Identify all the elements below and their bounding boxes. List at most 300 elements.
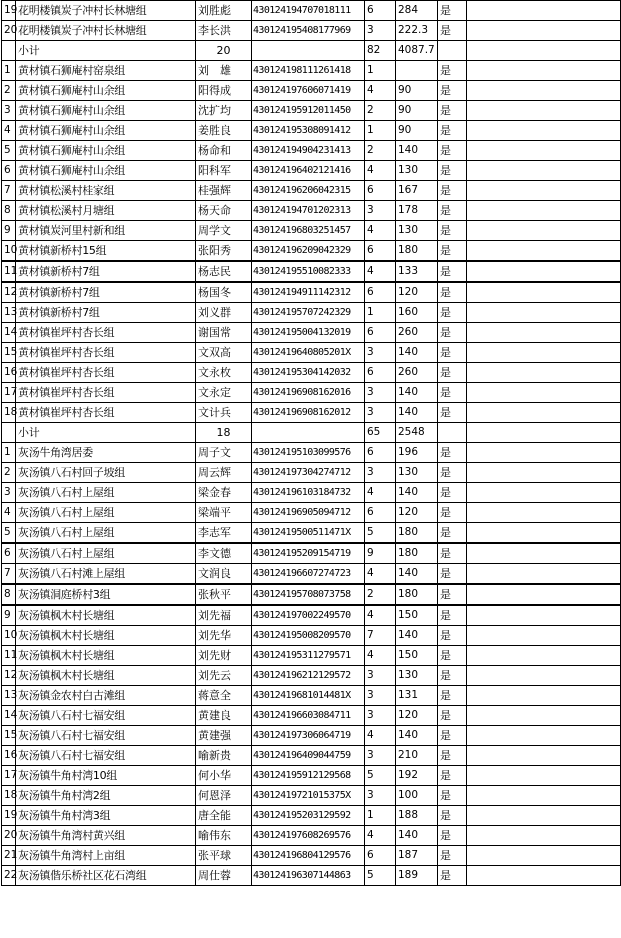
table-row <box>2 726 621 746</box>
area-cell: 140 <box>396 343 438 363</box>
household-size-cell: 4 <box>365 81 396 101</box>
row-number-cell: 19 <box>2 806 16 826</box>
household-size-cell: 6 <box>365 503 396 523</box>
id-number-cell: 430124195209154719 <box>252 543 365 564</box>
name-cell: 刘胜彪 <box>196 1 252 21</box>
table-row <box>2 626 621 646</box>
table-row <box>2 686 621 706</box>
row-number-cell <box>2 423 16 443</box>
blank-cell <box>467 806 621 826</box>
household-size-cell: 3 <box>365 21 396 41</box>
row-number-cell: 16 <box>2 363 16 383</box>
name-cell: 阳科军 <box>196 161 252 181</box>
area-cell: 210 <box>396 746 438 766</box>
household-size-cell: 2 <box>365 584 396 605</box>
name-cell: 20 <box>196 41 252 61</box>
blank-cell <box>467 523 621 544</box>
row-number-cell: 12 <box>2 282 16 303</box>
table-row <box>2 463 621 483</box>
area-cell: 260 <box>396 363 438 383</box>
table-row <box>2 746 621 766</box>
blank-cell <box>467 666 621 686</box>
flag-cell: 是 <box>438 503 467 523</box>
name-cell: 文永枚 <box>196 363 252 383</box>
table-row <box>2 241 621 262</box>
name-cell: 李长洪 <box>196 21 252 41</box>
row-number-cell: 6 <box>2 543 16 564</box>
location-cell: 灰汤镇偕乐桥社区花石湾组 <box>16 866 196 886</box>
id-number-cell: 430124195008209570 <box>252 626 365 646</box>
area-cell: 222.3 <box>396 21 438 41</box>
name-cell: 刘先华 <box>196 626 252 646</box>
area-cell: 140 <box>396 141 438 161</box>
area-cell: 2548 <box>396 423 438 443</box>
area-cell: 120 <box>396 706 438 726</box>
household-size-cell: 3 <box>365 463 396 483</box>
table-row <box>2 141 621 161</box>
blank-cell <box>467 564 621 585</box>
table-row <box>2 826 621 846</box>
id-number-cell: 430124194904231413 <box>252 141 365 161</box>
flag-cell: 是 <box>438 21 467 41</box>
row-number-cell: 17 <box>2 766 16 786</box>
area-cell: 189 <box>396 866 438 886</box>
area-cell: 192 <box>396 766 438 786</box>
blank-cell <box>467 201 621 221</box>
area-cell: 167 <box>396 181 438 201</box>
row-number-cell: 10 <box>2 626 16 646</box>
area-cell <box>396 61 438 81</box>
blank-cell <box>467 626 621 646</box>
household-size-cell: 6 <box>365 363 396 383</box>
household-size-cell: 4 <box>365 564 396 585</box>
household-size-cell: 3 <box>365 686 396 706</box>
id-number-cell: 43012419681014481X <box>252 686 365 706</box>
row-number-cell: 7 <box>2 564 16 585</box>
table-row <box>2 646 621 666</box>
household-size-cell: 1 <box>365 121 396 141</box>
flag-cell: 是 <box>438 666 467 686</box>
blank-cell <box>467 261 621 282</box>
blank-cell <box>467 584 621 605</box>
flag-cell: 是 <box>438 221 467 241</box>
table-row <box>2 584 621 605</box>
name-cell: 喻新贵 <box>196 746 252 766</box>
table-row <box>2 564 621 585</box>
blank-cell <box>467 483 621 503</box>
location-cell: 灰汤镇牛角湾村黄兴组 <box>16 826 196 846</box>
name-cell: 刘先云 <box>196 666 252 686</box>
location-cell: 黄材镇石狮庵村山余组 <box>16 101 196 121</box>
table-row <box>2 443 621 463</box>
table-row <box>2 483 621 503</box>
location-cell: 灰汤镇牛角村湾10组 <box>16 766 196 786</box>
location-cell: 灰汤镇八石村上屋组 <box>16 483 196 503</box>
blank-cell <box>467 786 621 806</box>
id-number-cell: 430124197306064719 <box>252 726 365 746</box>
flag-cell: 是 <box>438 282 467 303</box>
household-size-cell: 1 <box>365 806 396 826</box>
flag-cell: 是 <box>438 584 467 605</box>
name-cell: 李志军 <box>196 523 252 544</box>
name-cell: 沈扩均 <box>196 101 252 121</box>
table-row <box>2 503 621 523</box>
flag-cell: 是 <box>438 726 467 746</box>
records-table <box>1 0 621 886</box>
table-row <box>2 403 621 423</box>
location-cell: 黄材镇松溪村月塘组 <box>16 201 196 221</box>
flag-cell: 是 <box>438 261 467 282</box>
id-number-cell: 430124196908162012 <box>252 403 365 423</box>
household-size-cell: 4 <box>365 826 396 846</box>
blank-cell <box>467 766 621 786</box>
name-cell: 喻伟东 <box>196 826 252 846</box>
id-number-cell: 430124195311279571 <box>252 646 365 666</box>
area-cell: 180 <box>396 241 438 262</box>
location-cell: 黄材镇炭河里村新和组 <box>16 221 196 241</box>
location-cell: 黄材镇石狮庵村山余组 <box>16 141 196 161</box>
flag-cell: 是 <box>438 463 467 483</box>
name-cell: 刘义群 <box>196 303 252 323</box>
household-size-cell: 7 <box>365 626 396 646</box>
name-cell: 何小华 <box>196 766 252 786</box>
row-number-cell: 15 <box>2 343 16 363</box>
name-cell: 刘先福 <box>196 605 252 626</box>
name-cell: 黄建良 <box>196 706 252 726</box>
location-cell: 花明楼镇炭子冲村长林塘组 <box>16 1 196 21</box>
blank-cell <box>467 221 621 241</box>
table-row <box>2 523 621 544</box>
area-cell: 120 <box>396 503 438 523</box>
name-cell: 周子文 <box>196 443 252 463</box>
flag-cell: 是 <box>438 101 467 121</box>
row-number-cell: 11 <box>2 646 16 666</box>
blank-cell <box>467 826 621 846</box>
household-size-cell: 82 <box>365 41 396 61</box>
row-number-cell: 2 <box>2 81 16 101</box>
area-cell: 140 <box>396 726 438 746</box>
area-cell: 90 <box>396 101 438 121</box>
flag-cell: 是 <box>438 303 467 323</box>
blank-cell <box>467 323 621 343</box>
row-number-cell: 16 <box>2 746 16 766</box>
id-number-cell: 430124196402121416 <box>252 161 365 181</box>
table-row <box>2 766 621 786</box>
name-cell: 周仕蓉 <box>196 866 252 886</box>
household-size-cell: 3 <box>365 706 396 726</box>
blank-cell <box>467 686 621 706</box>
name-cell: 文润良 <box>196 564 252 585</box>
row-number-cell: 8 <box>2 584 16 605</box>
household-size-cell: 3 <box>365 666 396 686</box>
household-size-cell: 3 <box>365 343 396 363</box>
name-cell: 谢国常 <box>196 323 252 343</box>
flag-cell: 是 <box>438 806 467 826</box>
table-row <box>2 605 621 626</box>
area-cell: 160 <box>396 303 438 323</box>
location-cell: 灰汤镇牛角村湾3组 <box>16 806 196 826</box>
blank-cell <box>467 282 621 303</box>
flag-cell: 是 <box>438 443 467 463</box>
flag-cell: 是 <box>438 403 467 423</box>
household-size-cell: 2 <box>365 141 396 161</box>
id-number-cell <box>252 423 365 443</box>
id-number-cell: 430124197608269576 <box>252 826 365 846</box>
flag-cell: 是 <box>438 201 467 221</box>
row-number-cell: 7 <box>2 181 16 201</box>
flag-cell: 是 <box>438 181 467 201</box>
blank-cell <box>467 726 621 746</box>
location-cell: 黄材镇崔坪村杏长组 <box>16 323 196 343</box>
row-number-cell: 21 <box>2 846 16 866</box>
name-cell: 桂强辉 <box>196 181 252 201</box>
blank-cell <box>467 343 621 363</box>
location-cell: 灰汤镇八石村七福安组 <box>16 706 196 726</box>
blank-cell <box>467 463 621 483</box>
id-number-cell: 430124196603084711 <box>252 706 365 726</box>
flag-cell: 是 <box>438 1 467 21</box>
household-size-cell: 5 <box>365 866 396 886</box>
flag-cell: 是 <box>438 746 467 766</box>
row-number-cell: 18 <box>2 403 16 423</box>
household-size-cell: 4 <box>365 726 396 746</box>
household-size-cell: 6 <box>365 443 396 463</box>
area-cell: 150 <box>396 605 438 626</box>
flag-cell: 是 <box>438 543 467 564</box>
area-cell: 130 <box>396 463 438 483</box>
blank-cell <box>467 101 621 121</box>
location-cell: 黄材镇石狮庵村山余组 <box>16 121 196 141</box>
table-row <box>2 282 621 303</box>
household-size-cell: 1 <box>365 61 396 81</box>
name-cell: 梁端平 <box>196 503 252 523</box>
flag-cell: 是 <box>438 363 467 383</box>
id-number-cell: 430124196209042329 <box>252 241 365 262</box>
id-number-cell: 43012419500511471X <box>252 523 365 544</box>
row-number-cell: 14 <box>2 706 16 726</box>
id-number-cell: 430124195103099576 <box>252 443 365 463</box>
id-number-cell: 430124195707242329 <box>252 303 365 323</box>
area-cell: 187 <box>396 846 438 866</box>
name-cell: 何恩泽 <box>196 786 252 806</box>
blank-cell <box>467 81 621 101</box>
area-cell: 196 <box>396 443 438 463</box>
area-cell: 140 <box>396 383 438 403</box>
flag-cell: 是 <box>438 866 467 886</box>
area-cell: 180 <box>396 523 438 544</box>
table-row <box>2 666 621 686</box>
name-cell: 张平球 <box>196 846 252 866</box>
household-size-cell: 6 <box>365 241 396 262</box>
flag-cell: 是 <box>438 564 467 585</box>
row-number-cell: 3 <box>2 101 16 121</box>
table-row <box>2 181 621 201</box>
flag-cell: 是 <box>438 483 467 503</box>
name-cell: 杨国冬 <box>196 282 252 303</box>
area-cell: 130 <box>396 161 438 181</box>
row-number-cell: 4 <box>2 121 16 141</box>
location-cell: 灰汤镇枫木村长塘组 <box>16 646 196 666</box>
table-row <box>2 846 621 866</box>
blank-cell <box>467 543 621 564</box>
row-number-cell: 11 <box>2 261 16 282</box>
location-cell: 灰汤镇八石村上屋组 <box>16 543 196 564</box>
id-number-cell: 430124196307144863 <box>252 866 365 886</box>
blank-cell <box>467 383 621 403</box>
row-number-cell: 8 <box>2 201 16 221</box>
id-number-cell: 430124196607274723 <box>252 564 365 585</box>
household-size-cell: 4 <box>365 221 396 241</box>
table-row <box>2 323 621 343</box>
name-cell: 张秋平 <box>196 584 252 605</box>
blank-cell <box>467 363 621 383</box>
id-number-cell: 430124195912129568 <box>252 766 365 786</box>
flag-cell: 是 <box>438 383 467 403</box>
table-row <box>2 343 621 363</box>
row-number-cell: 22 <box>2 866 16 886</box>
id-number-cell: 430124196905094712 <box>252 503 365 523</box>
table-row <box>2 101 621 121</box>
id-number-cell: 430124196206042315 <box>252 181 365 201</box>
flag-cell: 是 <box>438 121 467 141</box>
row-number-cell: 12 <box>2 666 16 686</box>
table-row <box>2 543 621 564</box>
area-cell: 140 <box>396 626 438 646</box>
location-cell: 灰汤镇八石村七福安组 <box>16 746 196 766</box>
household-size-cell: 3 <box>365 383 396 403</box>
flag-cell: 是 <box>438 241 467 262</box>
household-size-cell: 4 <box>365 483 396 503</box>
subtotal-row <box>2 423 621 443</box>
location-cell: 灰汤镇金农村白古滩组 <box>16 686 196 706</box>
location-cell: 灰汤镇八石村上屋组 <box>16 523 196 544</box>
id-number-cell: 430124195203129592 <box>252 806 365 826</box>
location-cell: 灰汤镇牛角湾村上亩组 <box>16 846 196 866</box>
flag-cell: 是 <box>438 343 467 363</box>
table-row <box>2 81 621 101</box>
blank-cell <box>467 61 621 81</box>
household-size-cell: 4 <box>365 161 396 181</box>
flag-cell <box>438 41 467 61</box>
name-cell: 文双高 <box>196 343 252 363</box>
area-cell: 180 <box>396 543 438 564</box>
id-number-cell: 430124197304274712 <box>252 463 365 483</box>
household-size-cell: 2 <box>365 101 396 121</box>
location-cell: 灰汤镇枫木村长塘组 <box>16 666 196 686</box>
id-number-cell: 43012419640805201X <box>252 343 365 363</box>
blank-cell <box>467 41 621 61</box>
table-row <box>2 806 621 826</box>
location-cell: 灰汤镇枫木村长塘组 <box>16 626 196 646</box>
table-row <box>2 1 621 21</box>
id-number-cell: 430124196803251457 <box>252 221 365 241</box>
household-size-cell: 4 <box>365 605 396 626</box>
table-row <box>2 121 621 141</box>
flag-cell: 是 <box>438 605 467 626</box>
area-cell: 90 <box>396 121 438 141</box>
location-cell: 灰汤镇八石村滩上屋组 <box>16 564 196 585</box>
row-number-cell: 20 <box>2 21 16 41</box>
blank-cell <box>467 503 621 523</box>
household-size-cell: 4 <box>365 646 396 666</box>
name-cell: 18 <box>196 423 252 443</box>
name-cell: 阳得成 <box>196 81 252 101</box>
location-cell: 黄材镇崔坪村杏长组 <box>16 343 196 363</box>
household-size-cell: 3 <box>365 201 396 221</box>
flag-cell: 是 <box>438 323 467 343</box>
area-cell: 100 <box>396 786 438 806</box>
location-cell: 灰汤镇八石村七福安组 <box>16 726 196 746</box>
flag-cell: 是 <box>438 646 467 666</box>
id-number-cell: 430124196804129576 <box>252 846 365 866</box>
row-number-cell: 14 <box>2 323 16 343</box>
flag-cell: 是 <box>438 61 467 81</box>
blank-cell <box>467 403 621 423</box>
area-cell: 260 <box>396 323 438 343</box>
id-number-cell: 430124195304142032 <box>252 363 365 383</box>
id-number-cell: 430124197002249570 <box>252 605 365 626</box>
id-number-cell: 430124194707018111 <box>252 1 365 21</box>
table-row <box>2 261 621 282</box>
location-cell: 黄材镇新桥村15组 <box>16 241 196 262</box>
flag-cell: 是 <box>438 626 467 646</box>
household-size-cell: 6 <box>365 181 396 201</box>
location-cell: 灰汤镇洞庭桥村3组 <box>16 584 196 605</box>
area-cell: 140 <box>396 564 438 585</box>
household-size-cell: 4 <box>365 261 396 282</box>
name-cell: 杨命和 <box>196 141 252 161</box>
row-number-cell: 3 <box>2 483 16 503</box>
flag-cell: 是 <box>438 161 467 181</box>
location-cell: 黄材镇新桥村7组 <box>16 261 196 282</box>
location-cell: 灰汤镇八石村上屋组 <box>16 503 196 523</box>
blank-cell <box>467 181 621 201</box>
household-size-cell: 9 <box>365 543 396 564</box>
name-cell: 唐全能 <box>196 806 252 826</box>
location-cell: 灰汤镇牛角村湾2组 <box>16 786 196 806</box>
name-cell: 文计兵 <box>196 403 252 423</box>
location-cell: 灰汤镇枫木村长塘组 <box>16 605 196 626</box>
household-size-cell: 65 <box>365 423 396 443</box>
flag-cell: 是 <box>438 786 467 806</box>
name-cell: 李文德 <box>196 543 252 564</box>
id-number-cell <box>252 41 365 61</box>
flag-cell: 是 <box>438 523 467 544</box>
row-number-cell: 9 <box>2 221 16 241</box>
name-cell: 杨志民 <box>196 261 252 282</box>
id-number-cell: 430124196103184732 <box>252 483 365 503</box>
id-number-cell: 430124195308091412 <box>252 121 365 141</box>
id-number-cell: 430124195408177969 <box>252 21 365 41</box>
area-cell: 140 <box>396 483 438 503</box>
location-cell: 黄材镇石狮庵村窑泉组 <box>16 61 196 81</box>
blank-cell <box>467 443 621 463</box>
table-row <box>2 21 621 41</box>
area-cell: 90 <box>396 81 438 101</box>
area-cell: 4087.7 <box>396 41 438 61</box>
flag-cell: 是 <box>438 81 467 101</box>
name-cell: 黄建强 <box>196 726 252 746</box>
location-cell: 黄材镇新桥村7组 <box>16 282 196 303</box>
flag-cell <box>438 423 467 443</box>
blank-cell <box>467 746 621 766</box>
row-number-cell: 5 <box>2 523 16 544</box>
blank-cell <box>467 121 621 141</box>
flag-cell: 是 <box>438 686 467 706</box>
household-size-cell: 1 <box>365 303 396 323</box>
blank-cell <box>467 161 621 181</box>
table-row <box>2 786 621 806</box>
